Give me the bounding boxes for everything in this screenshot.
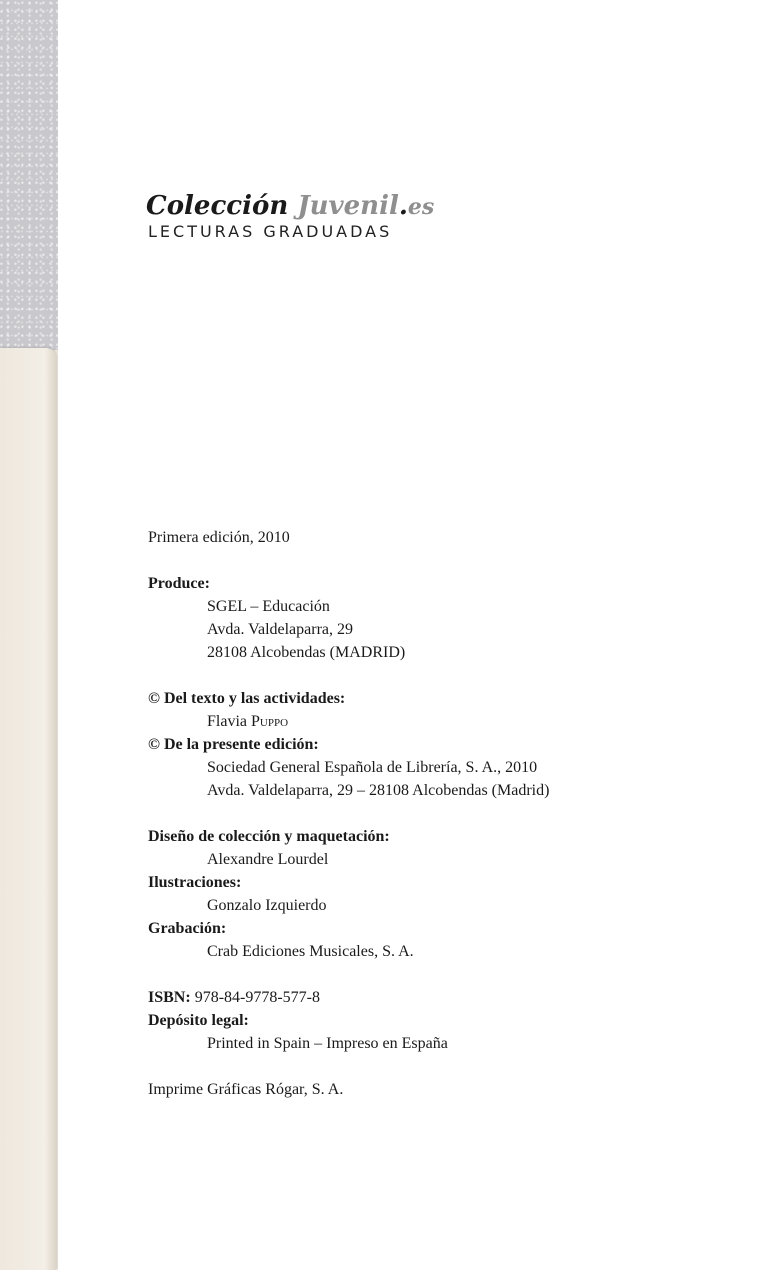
spine-texture [0,0,58,350]
edicion-line: Sociedad General Española de Librería, S. A., 2010 [207,759,538,776]
ilustraciones-label: Ilustraciones: [148,874,242,891]
collection-subtitle: LECTURAS GRADUADAS [148,222,393,241]
texto-label: © Del texto y las actividades: [148,690,346,707]
collection-logo [146,186,566,226]
edition-line: Primera edición, 2010 [148,529,290,546]
grabacion-value: Crab Ediciones Musicales, S. A. [207,943,414,960]
grabacion-label: Grabación: [148,920,227,937]
logo-word-es: es [407,194,435,220]
isbn-value: 978-84-9778-577-8 [194,989,320,1006]
logo-word-coleccion: Colección [146,191,289,221]
produce-label: Produce: [148,575,210,592]
isbn-label: ISBN: [148,989,191,1006]
edicion-label: © De la presente edición: [148,736,319,753]
logo-dot: . [398,191,408,221]
logo-word-juvenil: Juvenil [297,191,399,221]
diseno-value: Alexandre Lourdel [207,851,329,868]
produce-line: SGEL – Educación [207,598,330,615]
produce-line: 28108 Alcobendas (MADRID) [207,644,406,661]
book-spine [0,0,58,1270]
deposito-label: Depósito legal: [148,1012,249,1029]
deposito-value: Printed in Spain – Impreso en España [207,1035,448,1052]
produce-line: Avda. Valdelaparra, 29 [207,621,354,638]
imprime-line: Imprime Gráficas Rógar, S. A. [148,1081,344,1098]
edicion-line: Avda. Valdelaparra, 29 – 28108 Alcobendas (Madrid) [207,782,550,799]
author-first-name: Flavia [207,713,247,730]
isbn-line [148,986,748,1009]
diseno-label: Diseño de colección y maquetación: [148,828,390,845]
ilustraciones-value: Gonzalo Izquierdo [207,897,327,914]
colophon [148,526,748,1101]
texto-author [148,710,748,733]
spine-tab [0,348,56,1270]
author-last-name: Puppo [251,713,289,730]
